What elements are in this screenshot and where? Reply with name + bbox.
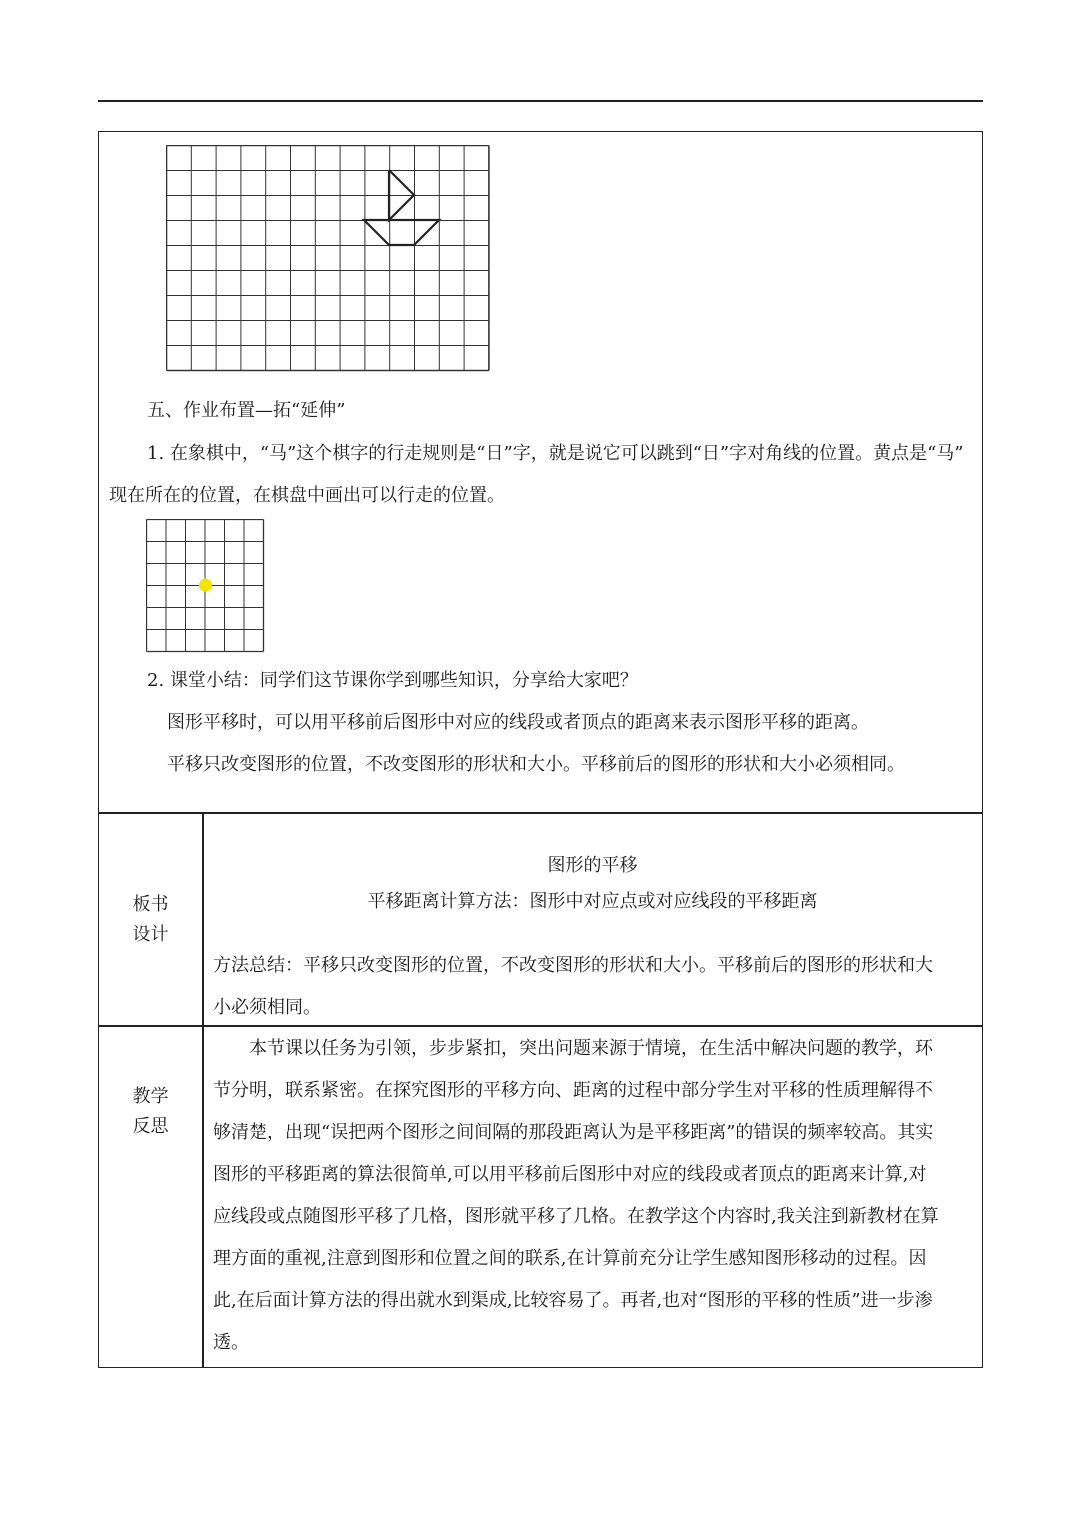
board-title: 图形的平移 — [547, 855, 638, 876]
boat-grid-figure — [166, 145, 490, 373]
reflection-line: 应线段或点随图形平移了几格，图形就平移了几格。在教学这个内容时,我关注到新教材在算 — [213, 1206, 939, 1227]
reflection-line: 图形的平移距离的算法很简单,可以用平移前后图形中对应的线段或者顶点的距离来计算,对 — [213, 1164, 927, 1185]
reflection-text — [213, 1028, 973, 1364]
question-1-line-1: 1. 在象棋中，“马”这个棋字的行走规则是“日”字，就是说它可以跳到“日”字对角线的位置。黄点是“马” — [147, 443, 964, 464]
reflection-line: 此,在后面计算方法的得出就水到渠成,比较容易了。再者,也对“图形的平移的性质”进一步渗 — [213, 1290, 933, 1311]
reflection-line: 理方面的重视,注意到图形和位置之间的联系,在计算前充分让学生感知图形移动的过程。因 — [213, 1248, 927, 1269]
board-method: 平移距离计算方法：图形中对应点或对应线段的平移距离 — [367, 891, 818, 912]
reflection-line: 本节课以任务为引领，步步紧扣，突出问题来源于情境，在生活中解决问题的教学，环 — [249, 1038, 933, 1059]
summary-point-1: 图形平移时，可以用平移前后图形中对应的线段或者顶点的距离来表示图形平移的距离。 — [167, 712, 869, 733]
lesson-table — [98, 131, 983, 1368]
question-1-line-2: 现在所在的位置，在棋盘中画出可以行走的位置。 — [109, 485, 505, 506]
question-2-title: 2. 课堂小结：同学们这节课你学到哪些知识，分享给大家吧？ — [147, 670, 638, 691]
section-five-title: 五、作业布置—拓“延伸” — [147, 400, 346, 421]
row-divider-board — [99, 812, 982, 814]
board-summary-line-2: 小必须相同。 — [213, 997, 321, 1018]
board-design-label: 板书 设计 — [132, 894, 169, 945]
reflection-line: 透。 — [213, 1332, 249, 1353]
row-divider-reflection — [99, 1025, 982, 1027]
board-summary-line-1: 方法总结：平移只改变图形的位置，不改变图形的形状和大小。平移前后的图形的形状和大 — [213, 955, 933, 976]
chess-grid-figure — [146, 519, 266, 653]
boat-hull — [364, 220, 439, 245]
reflection-label: 教学 反思 — [132, 1086, 169, 1137]
reflection-line: 够清楚，出现“误把两个图形之间间隔的那段距离认为是平移距离”的错误的频率较高。其实 — [213, 1122, 934, 1143]
boat-shape — [364, 170, 439, 245]
reflection-line: 节分明，联系紧密。在探究图形的平移方向、距离的过程中部分学生对平移的性质理解得不 — [213, 1080, 933, 1101]
summary-point-2: 平移只改变图形的位置，不改变图形的形状和大小。平移前后的图形的形状和大小必须相同。 — [167, 754, 905, 775]
header-rule — [98, 100, 983, 102]
knight-position-marker — [199, 579, 212, 592]
